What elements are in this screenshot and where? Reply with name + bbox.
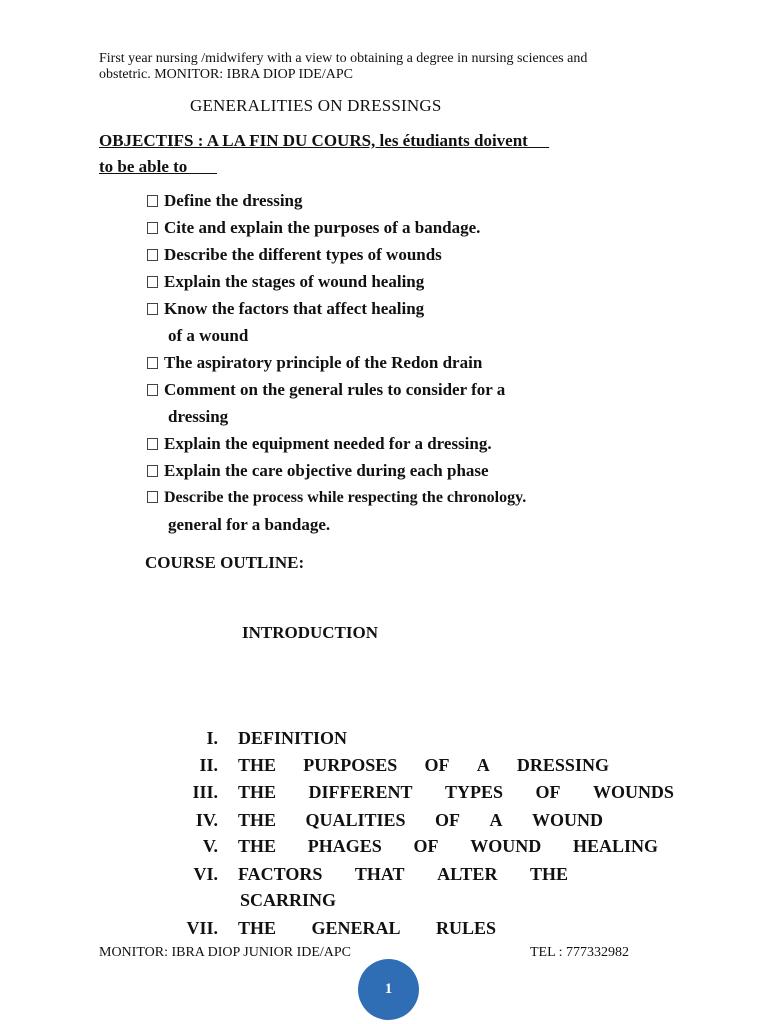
list-item-text: Describe the different types of wounds: [164, 245, 442, 264]
toc-title: [238, 809, 603, 831]
checkbox-glyph-icon: [147, 491, 158, 503]
toc-word: OF: [413, 836, 439, 856]
toc-word: THE: [238, 755, 277, 775]
list-item-continuation: of a wound: [168, 326, 249, 345]
toc-number: II.: [199, 755, 218, 775]
footer-telephone: TEL : 777332982: [530, 945, 630, 960]
list-item-text: Define the dressing: [164, 191, 303, 210]
list-item: [147, 191, 303, 211]
list-item-text: Explain the stages of wound healing: [164, 272, 425, 291]
toc-title: [238, 781, 674, 803]
toc-word: WOUND: [470, 836, 542, 856]
toc-word: HEALING: [572, 836, 658, 856]
footer-monitor: MONITOR: IBRA DIOP JUNIOR IDE/APC: [99, 945, 352, 960]
header-line-1: First year nursing /midwifery with a view to obtaining a degree in nursing sciences and: [99, 51, 588, 66]
list-item-text: Explain the equipment needed for a dressing.: [164, 434, 492, 453]
toc-word: WOUND: [532, 810, 603, 830]
toc-word: ALTER: [437, 864, 498, 884]
checkbox-glyph-icon: [147, 438, 158, 450]
toc-title: [238, 835, 658, 857]
list-item: [147, 434, 492, 454]
toc-word: THE: [238, 836, 277, 856]
list-item-text: Know the factors that affect healing: [164, 299, 425, 318]
introduction-heading: INTRODUCTION: [242, 623, 379, 642]
document-title: GENERALITIES ON DRESSINGS: [190, 96, 442, 115]
toc-word: DIFFERENT: [308, 782, 413, 802]
toc-number: III.: [192, 782, 218, 802]
list-item-text: Describe the process while respecting the chronology.: [164, 489, 527, 506]
checkbox-glyph-icon: [147, 249, 158, 261]
list-item-text: The aspiratory principle of the Redon drain: [164, 353, 483, 372]
toc-title: [238, 917, 496, 939]
toc-word: OF: [424, 755, 450, 775]
toc-word: DEFINITION: [238, 728, 348, 748]
toc-title: [238, 863, 568, 885]
list-item: [147, 488, 526, 508]
checkbox-glyph-icon: [147, 276, 158, 288]
toc-word: THE: [238, 810, 277, 830]
list-item-text: Explain the care objective during each phase: [164, 461, 489, 480]
toc-word: PURPOSES: [303, 755, 398, 775]
toc-word: OF: [535, 782, 561, 802]
toc-word: WOUNDS: [592, 782, 674, 802]
list-item: [147, 299, 424, 319]
list-item-continuation: general for a bandage.: [168, 515, 331, 534]
list-item: [147, 461, 489, 481]
toc-word: THAT: [354, 864, 405, 884]
toc-word: A: [489, 810, 503, 830]
toc-word: THE: [529, 864, 568, 884]
toc-row-continuation: SCARRING: [240, 890, 337, 910]
toc-number: I.: [206, 728, 218, 748]
toc-word: A: [476, 755, 490, 775]
toc-word: TYPES: [444, 782, 503, 802]
toc-title: [238, 727, 368, 749]
toc-number: VII.: [186, 918, 218, 938]
toc-word: DRESSING: [516, 755, 609, 775]
checkbox-glyph-icon: [147, 195, 158, 207]
objectives-heading-line-1: OBJECTIFS : A LA FIN DU COURS, les étudiants doivent: [99, 131, 550, 150]
toc-word: THE: [238, 782, 277, 802]
toc-word: GENERAL: [311, 918, 401, 938]
checkbox-glyph-icon: [147, 384, 158, 396]
toc-word: OF: [435, 810, 461, 830]
header-line-2: obstetric. MONITOR: IBRA DIOP IDE/APC: [99, 67, 353, 82]
list-item: [147, 272, 424, 292]
list-item: [147, 380, 505, 400]
course-outline-heading: COURSE OUTLINE:: [145, 553, 305, 572]
list-item: [147, 245, 442, 265]
toc-number: VI.: [193, 864, 218, 884]
objectives-heading-line-2: to be able to: [99, 157, 218, 176]
toc-word: PHAGES: [307, 836, 382, 856]
toc-word: FACTORS: [238, 864, 323, 884]
list-item: [147, 218, 480, 238]
toc-number: IV.: [195, 810, 218, 830]
list-item-text: Cite and explain the purposes of a bandage.: [164, 218, 481, 237]
checkbox-glyph-icon: [147, 465, 158, 477]
checkbox-glyph-icon: [147, 303, 158, 315]
toc-word: QUALITIES: [305, 810, 406, 830]
checkbox-glyph-icon: [147, 357, 158, 369]
list-item: [147, 353, 482, 373]
list-item-text: Comment on the general rules to consider for a: [164, 380, 506, 399]
list-item-continuation: dressing: [168, 407, 229, 426]
toc-number: V.: [202, 836, 218, 856]
checkbox-glyph-icon: [147, 222, 158, 234]
toc-word: RULES: [435, 918, 496, 938]
page-number-badge: 1: [358, 959, 419, 1020]
toc-word: THE: [238, 918, 277, 938]
toc-title: [238, 754, 609, 776]
